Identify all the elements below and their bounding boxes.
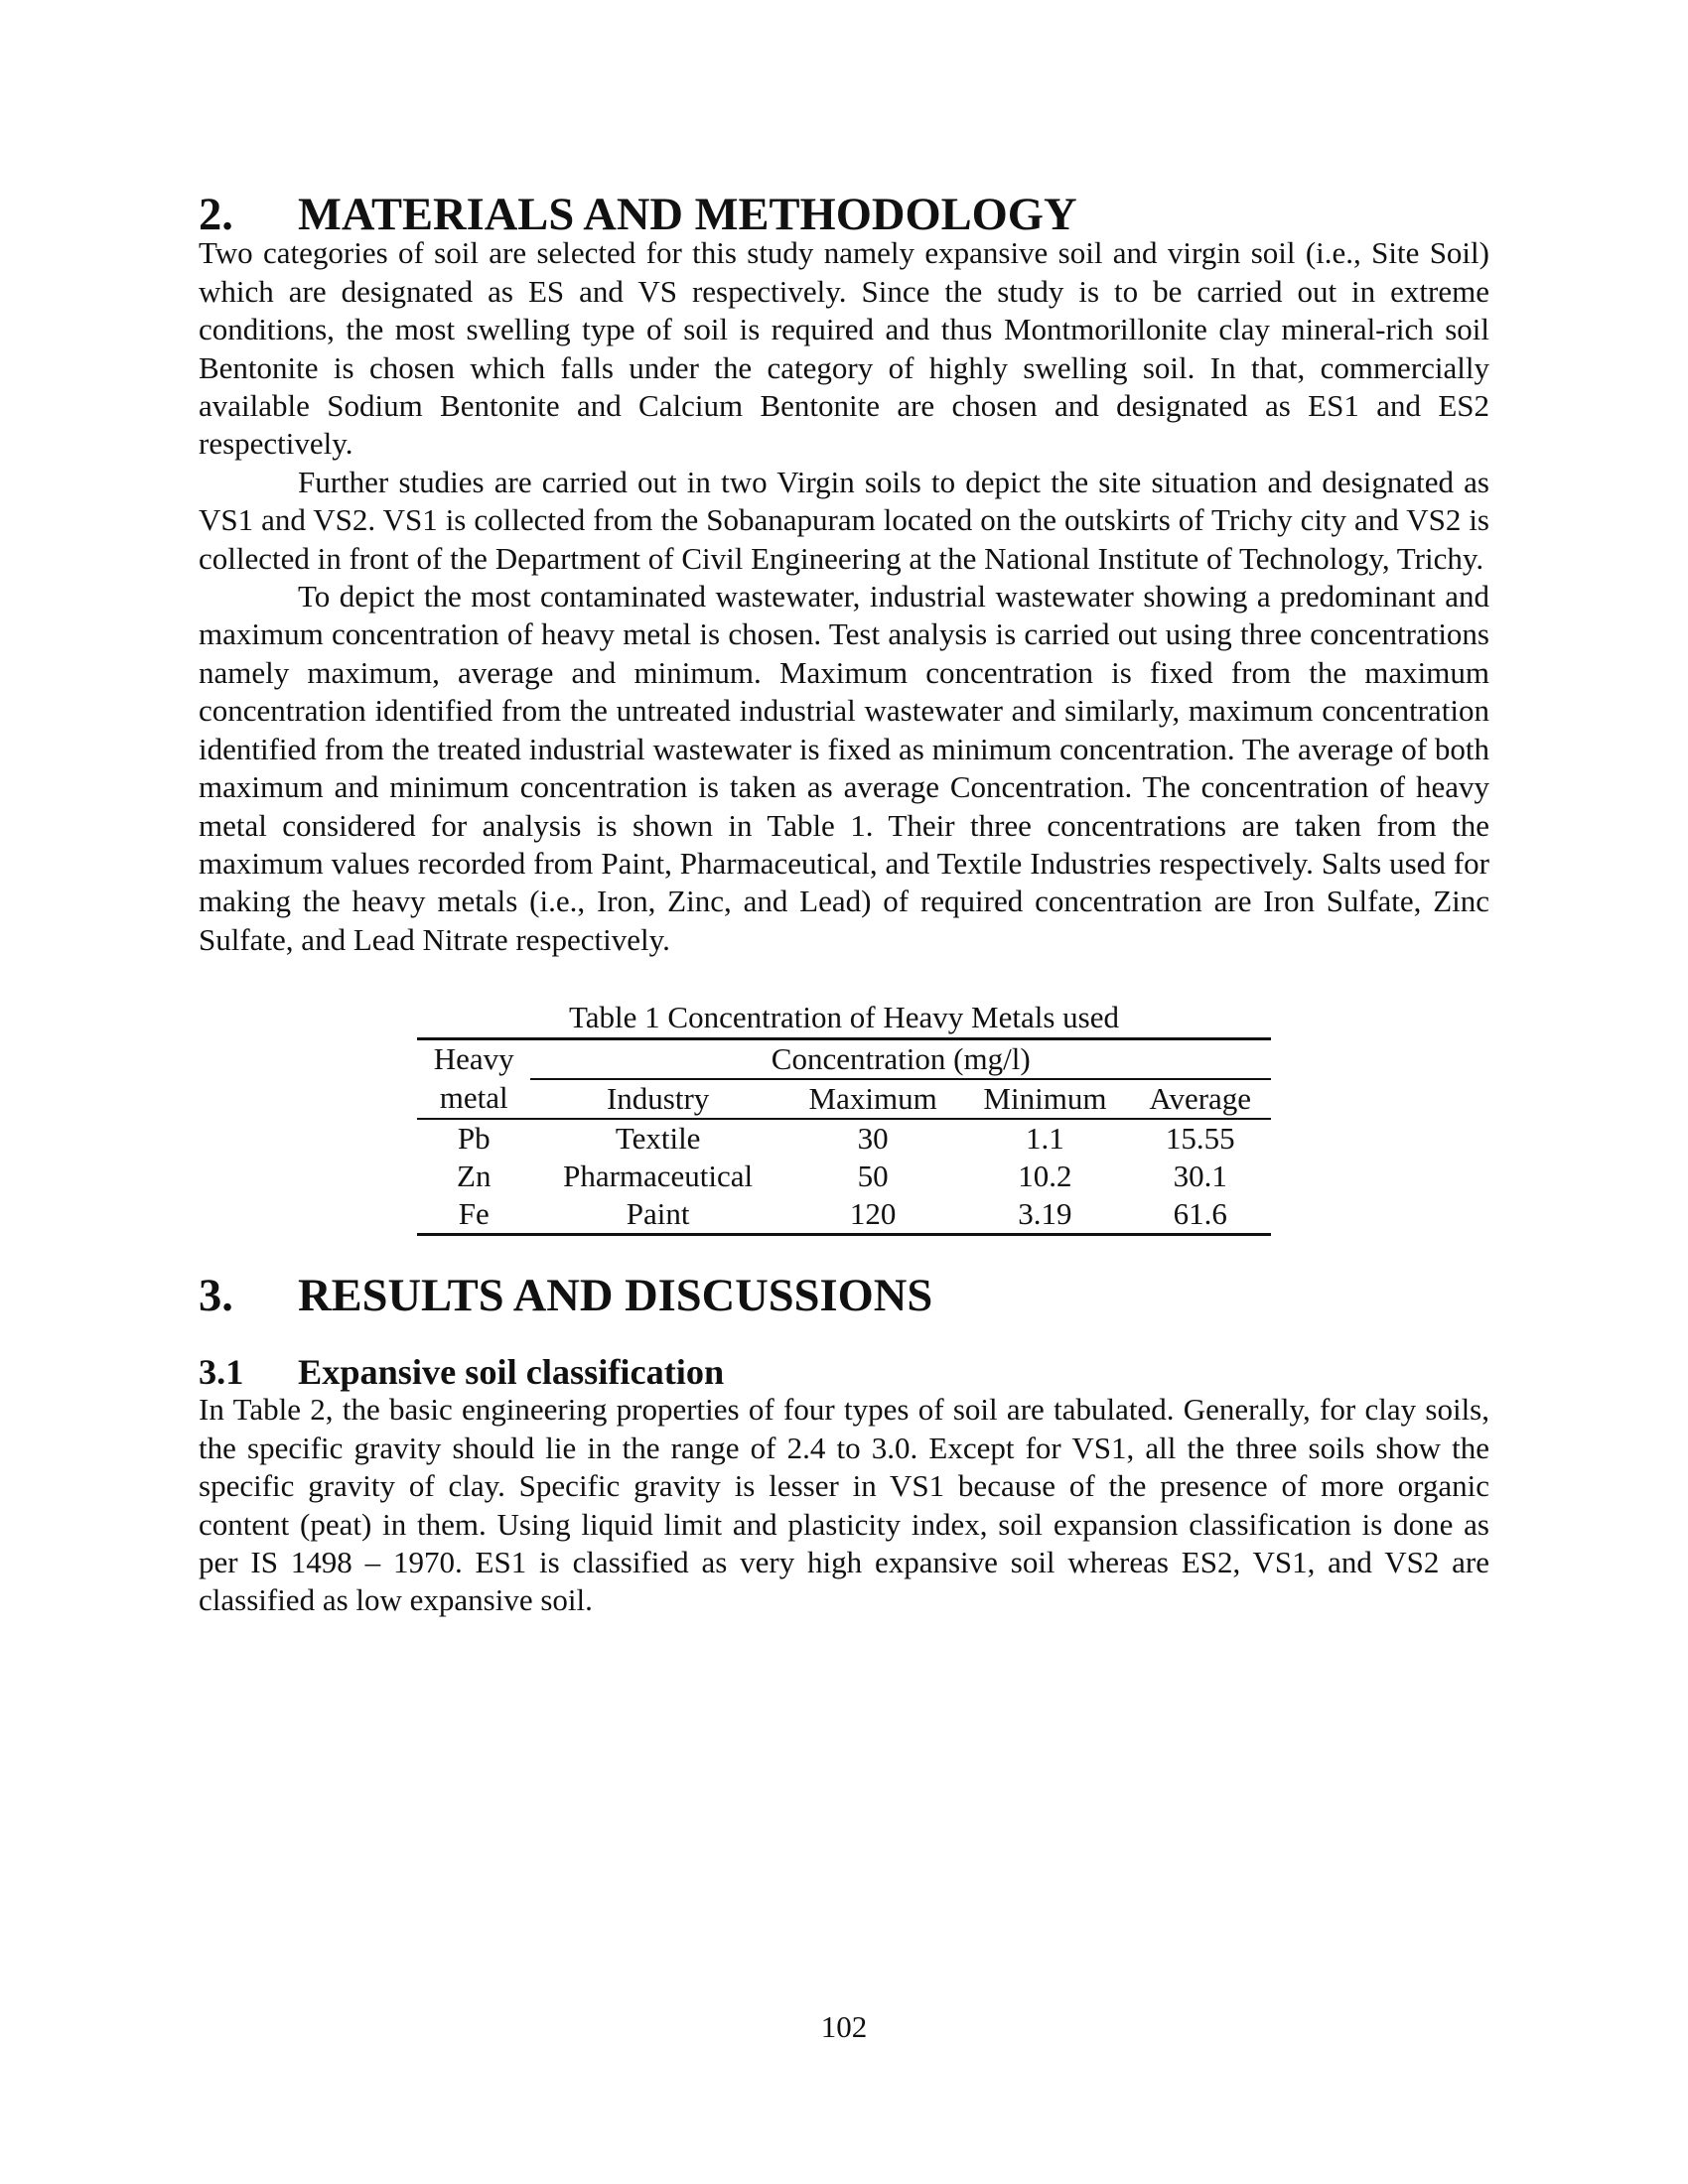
cell-average: 61.6 [1129,1195,1271,1235]
header-heavy: Heavy [433,1041,514,1077]
cell-maximum: 50 [857,1158,889,1193]
paragraph-soil-classification: In Table 2, the basic engineering properties of four types of soil are tabulated. Generally, for clay soils, the specific gravity should lie in the range of 2.4 to 3.0. Except for VS1, all the three soils show the specific gravity of clay. Specific gravity is lesser in VS1 because of the presence of more organic content (peat) in them. Using liquid limit and plasticity index, soil expansion classification is done as per IS 1498 – 1970. ES1 is classified as very high expansive soil whereas ES2, VS1, and VS2 are classified as low expansive soil. [199,1392,1489,1618]
page-number: 102 [820,2009,868,2044]
subsection-heading-expansive-soil [199,1353,1489,1391]
paragraph-virgin-soils: Further studies are carried out in two Virgin soils to depict the site situation and designated as VS1 and VS2. VS1 is collected from the Sobanapuram located on the outskirts of Trichy city and VS2 is collected in front of the Department of Civil Engineering at the National Institute of Technology, Trichy. [199,464,1489,576]
subheader-average: Average [1129,1079,1271,1119]
table-caption: Table 1 Concentration of Heavy Metals used [569,1000,1119,1035]
paragraph-wastewater: To depict the most contaminated wastewater, industrial wastewater showing a predominant and maximum concentration of heavy metal is chosen. Test analysis is carried out using three concentrations namely maximum, average and minimum. Maximum concentration is fixed from the maximum concentration identified from the untreated industrial wastewater and similarly, maximum concentration identified from the treated industrial wastewater is fixed as minimum concentration. The average of both maximum and minimum concentration is taken as average Concentration. The concentration of heavy metal considered for analysis is shown in Table 1. Their three concentrations are taken from the maximum values recorded from Paint, Pharmaceutical, and Textile Industries respectively. Salts used for making the heavy metals (i.e., Iron, Zinc, and Lead) of required concentration are Iron Sulfate, Zinc Sulfate, and Lead Nitrate respectively. [199,579,1489,957]
cell-minimum: 1.1 [1026,1120,1064,1156]
cell-maximum: 120 [785,1195,961,1235]
cell-industry: Textile [615,1120,701,1156]
subheader-industry: Industry [530,1079,784,1119]
table-heavy-metals [417,999,1271,1235]
paragraph-soil-categories: Two categories of soil are selected for this study namely expansive soil and virgin soil (i.e., Site Soil) which are designated as ES and VS respectively. Since the study is to be carried out in extreme conditions, the most swelling type of soil is required and thus Montmorillonite clay mineral-rich soil Bentonite is chosen which falls under the category of highly swelling soil. In that, commercially available Sodium Bentonite and Calcium Bentonite are chosen and designated as ES1 and ES2 respectively. [199,235,1489,462]
section-heading-materials-methodology [199,190,1489,240]
section-number: 2. [199,190,233,240]
cell-metal: Zn [457,1158,492,1193]
cell-industry: Pharmaceutical [563,1158,754,1193]
cell-average: 30.1 [1173,1158,1227,1193]
table-subheader-row [417,1079,1271,1119]
table-row [417,1158,1271,1195]
subheader-minimum: Minimum [960,1079,1129,1119]
cell-minimum: 3.19 [960,1195,1129,1235]
subsection-title: Expansive soil classification [298,1351,725,1392]
table-row [417,1195,1271,1235]
concentration-table [417,1037,1271,1236]
cell-metal: Fe [417,1195,530,1235]
section-heading-results [199,1270,1489,1321]
section-number: 3. [199,1270,233,1321]
header-concentration: Concentration (mg/l) [530,1038,1271,1079]
cell-minimum: 10.2 [1018,1158,1072,1193]
header-metal: metal [417,1079,530,1119]
subheader-maximum: Maximum [785,1079,961,1119]
subsection-number: 3.1 [199,1351,244,1392]
section-title: MATERIALS AND METHODOLOGY [298,190,1077,240]
table-row [417,1119,1271,1158]
cell-maximum: 30 [857,1120,889,1156]
section-title: RESULTS AND DISCUSSIONS [298,1270,933,1321]
table-header-row [417,1038,1271,1079]
cell-industry: Paint [530,1195,784,1235]
page-content [199,190,1489,1620]
cell-average: 15.55 [1165,1120,1235,1156]
cell-metal: Pb [457,1120,491,1156]
